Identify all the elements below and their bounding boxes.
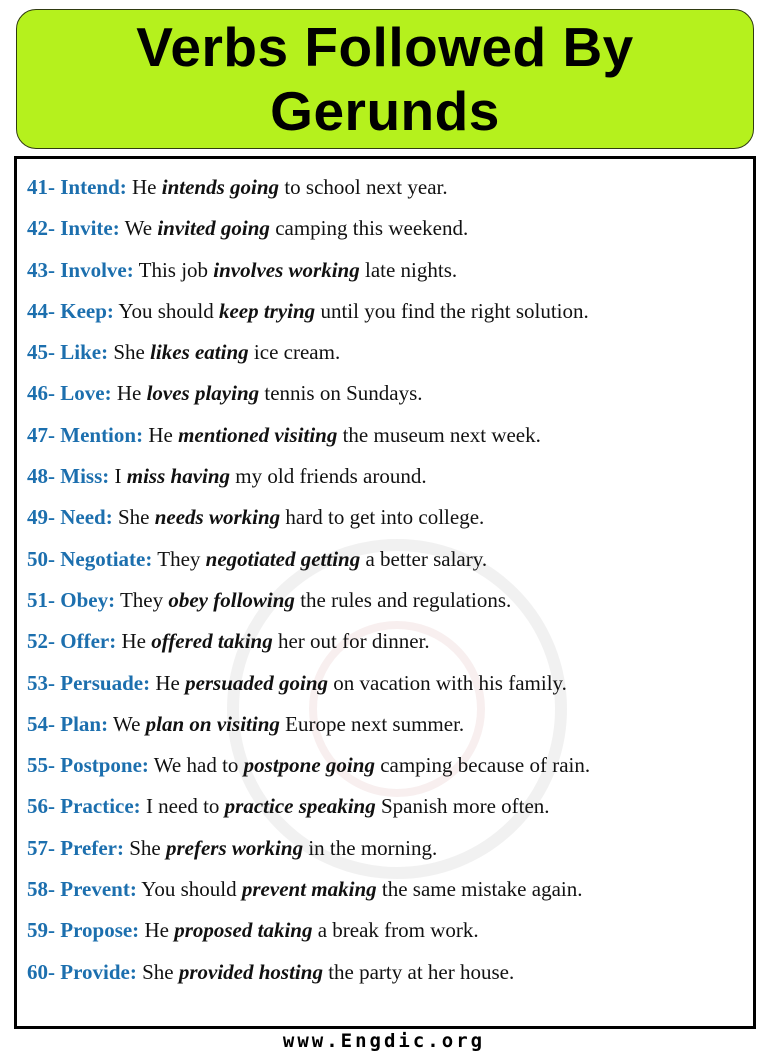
list-item bbox=[27, 497, 743, 538]
verb-label: 41- Intend: bbox=[27, 175, 127, 199]
sentence-end: her out for dinner. bbox=[272, 629, 430, 654]
verb-label: 60- Provide: bbox=[27, 959, 137, 984]
title-banner bbox=[16, 9, 754, 149]
verb-label: 57- Prefer: bbox=[27, 835, 124, 860]
verb-label: 49- Need: bbox=[27, 505, 113, 530]
verb-gerund-phrase: persuaded going bbox=[185, 670, 328, 695]
verb-gerund-phrase: mentioned visiting bbox=[178, 422, 338, 447]
sentence-start: She bbox=[108, 340, 151, 365]
list-item bbox=[27, 291, 743, 332]
sentence-start: I bbox=[109, 464, 127, 489]
sentence-start: They bbox=[115, 587, 169, 612]
verb-label: 46- Love: bbox=[27, 381, 112, 406]
sentence-end: the same mistake again. bbox=[376, 877, 583, 902]
sentence-end: Spanish more often. bbox=[375, 794, 550, 819]
verb-gerund-phrase: offered taking bbox=[151, 629, 273, 654]
list-item bbox=[27, 828, 743, 869]
verb-gerund-phrase: plan on visiting bbox=[145, 711, 280, 736]
sentence-start: She bbox=[123, 835, 166, 860]
verb-label: 42- Invite: bbox=[27, 216, 120, 241]
examples-list bbox=[27, 167, 743, 993]
verb-gerund-phrase: keep trying bbox=[218, 298, 316, 323]
verb-label: 48- Miss: bbox=[27, 464, 110, 489]
examples-panel bbox=[14, 156, 756, 1029]
sentence-start: I need to bbox=[140, 794, 225, 819]
sentence-start: This job bbox=[133, 257, 214, 282]
list-item bbox=[27, 910, 743, 951]
sentence-start: He bbox=[139, 918, 175, 943]
verb-gerund-phrase: practice speaking bbox=[224, 794, 376, 819]
sentence-start: You should bbox=[113, 298, 219, 323]
verb-gerund-phrase: obey following bbox=[168, 587, 295, 612]
sentence-start: He bbox=[126, 175, 162, 199]
sentence-start: She bbox=[136, 959, 179, 984]
sentence-end: on vacation with his family. bbox=[328, 670, 567, 695]
verb-label: 43- Involve: bbox=[27, 257, 134, 282]
list-item bbox=[27, 786, 743, 827]
sentence-end: the rules and regulations. bbox=[294, 587, 512, 612]
sentence-end: in the morning. bbox=[303, 835, 438, 860]
sentence-end: Europe next summer. bbox=[279, 711, 465, 736]
sentence-end: until you find the right solution. bbox=[315, 298, 589, 323]
sentence-end: camping because of rain. bbox=[374, 753, 591, 778]
sentence-end: the museum next week. bbox=[337, 422, 541, 447]
verb-label: 56- Practice: bbox=[27, 794, 141, 819]
sentence-start: They bbox=[152, 546, 206, 571]
sentence-end: ice cream. bbox=[248, 340, 341, 365]
site-footer: www.Engdic.org bbox=[282, 1030, 486, 1052]
verb-gerund-phrase: loves playing bbox=[146, 381, 260, 406]
sentence-end: a break from work. bbox=[312, 918, 479, 943]
list-item bbox=[27, 250, 743, 291]
list-item bbox=[27, 167, 743, 208]
list-item bbox=[27, 415, 743, 456]
verb-gerund-phrase: proposed taking bbox=[174, 918, 313, 943]
verb-label: 47- Mention: bbox=[27, 422, 144, 447]
verb-gerund-phrase: invited going bbox=[157, 216, 270, 241]
sentence-end: late nights. bbox=[359, 257, 458, 282]
verb-gerund-phrase: intends going bbox=[161, 175, 280, 199]
list-item bbox=[27, 663, 743, 704]
sentence-end: tennis on Sundays. bbox=[259, 381, 423, 406]
list-item bbox=[27, 704, 743, 745]
verb-label: 45- Like: bbox=[27, 340, 109, 365]
verb-label: 50- Negotiate: bbox=[27, 546, 153, 571]
sentence-start: He bbox=[150, 670, 186, 695]
list-item bbox=[27, 208, 743, 249]
list-item bbox=[27, 580, 743, 621]
list-item bbox=[27, 952, 743, 993]
verb-gerund-phrase: involves working bbox=[213, 257, 360, 282]
list-item bbox=[27, 621, 743, 662]
sentence-start: You should bbox=[136, 877, 242, 902]
page-title: Verbs Followed By Gerunds bbox=[136, 16, 634, 142]
verb-label: 51- Obey: bbox=[27, 587, 116, 612]
sentence-start: We had to bbox=[148, 753, 244, 778]
verb-label: 59- Propose: bbox=[27, 918, 140, 943]
sentence-start: We bbox=[119, 216, 158, 241]
verb-gerund-phrase: prefers working bbox=[165, 835, 304, 860]
sentence-end: camping this weekend. bbox=[269, 216, 469, 241]
sentence-end: a better salary. bbox=[360, 546, 488, 571]
list-item bbox=[27, 745, 743, 786]
verb-gerund-phrase: miss having bbox=[126, 464, 231, 489]
verb-gerund-phrase: provided hosting bbox=[178, 959, 323, 984]
sentence-end: my old friends around. bbox=[230, 464, 427, 489]
sentence-end: to school next year. bbox=[279, 175, 448, 199]
verb-gerund-phrase: negotiated getting bbox=[205, 546, 361, 571]
sentence-end: the party at her house. bbox=[322, 959, 515, 984]
verb-label: 52- Offer: bbox=[27, 629, 117, 654]
verb-gerund-phrase: likes eating bbox=[150, 340, 249, 365]
sentence-end: hard to get into college. bbox=[280, 505, 485, 530]
sentence-start: She bbox=[112, 505, 155, 530]
list-item bbox=[27, 332, 743, 373]
verb-label: 54- Plan: bbox=[27, 711, 109, 736]
list-item bbox=[27, 373, 743, 414]
verb-gerund-phrase: needs working bbox=[154, 505, 281, 530]
verb-gerund-phrase: postpone going bbox=[243, 753, 375, 778]
verb-label: 44- Keep: bbox=[27, 298, 114, 323]
list-item bbox=[27, 869, 743, 910]
sentence-start: He bbox=[116, 629, 152, 654]
verb-label: 53- Persuade: bbox=[27, 670, 151, 695]
list-item bbox=[27, 539, 743, 580]
sentence-start: We bbox=[108, 711, 146, 736]
list-item bbox=[27, 456, 743, 497]
sentence-start: He bbox=[143, 422, 179, 447]
verb-label: 55- Postpone: bbox=[27, 753, 149, 778]
verb-gerund-phrase: prevent making bbox=[241, 877, 377, 902]
verb-label: 58- Prevent: bbox=[27, 877, 137, 902]
sentence-start: He bbox=[111, 381, 147, 406]
